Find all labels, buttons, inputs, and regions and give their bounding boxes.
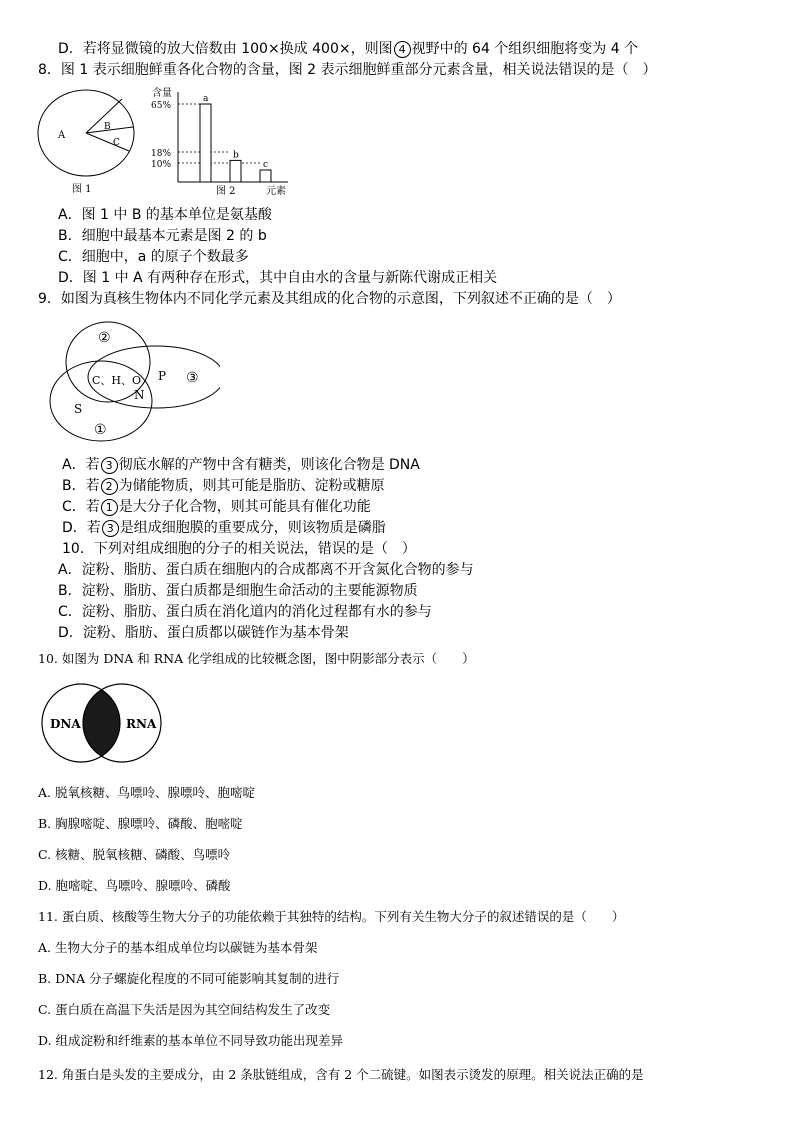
tick-label-65: 65% <box>151 101 172 111</box>
bar-label-c: c <box>263 160 269 170</box>
q10a-option-c: C．淀粉、脂肪、蛋白质在消化道内的消化过程都有水的参与 <box>58 604 432 620</box>
q9-option-b-pre: B．若 <box>62 478 100 494</box>
q9-option-c-text: 是大分子化合物，则其可能具有催化功能 <box>118 499 371 515</box>
q9-option-a <box>62 456 420 474</box>
q11-option-b: B. DNA 分子螺旋化程度的不同可能影响其复制的进行 <box>38 971 340 986</box>
bar-xlabel: 元素 <box>266 186 286 197</box>
q9-option-b-text: 为储能物质，则其可能是脂肪、淀粉或糖原 <box>118 478 385 494</box>
q8-option-d: D．图 1 中 A 有两种存在形式，其中自由水的含量与新陈代谢成正相关 <box>58 270 498 286</box>
venn-label-2: ② <box>98 330 111 346</box>
q9-option-c <box>62 498 371 516</box>
pie-label-a: A <box>58 130 66 141</box>
q10b-dna-rna-venn <box>40 683 164 763</box>
q9-stem: 9．如图为真核生物体内不同化学元素及其组成的化合物的示意图，下列叙述不正确的是（ ） <box>38 291 621 307</box>
q8-option-c: C．细胞中，a 的原子个数最多 <box>58 249 249 265</box>
q10a-option-b: B．淀粉、脂肪、蛋白质都是细胞生命活动的主要能源物质 <box>58 583 418 599</box>
q7-option-d <box>58 40 638 58</box>
circled-number: 3 <box>101 457 118 474</box>
venn-label-n: N <box>134 388 145 402</box>
q11-option-d: D. 组成淀粉和纤维素的基本单位不同导致功能出现差异 <box>38 1033 344 1048</box>
q11-stem: 11. 蛋白质、核酸等生物大分子的功能依赖于其独特的结构。下列有关生物大分子的叙述错误的是（ ） <box>38 909 625 924</box>
venn-label-dna: DNA <box>50 717 81 731</box>
q7-option-d-text-end: 视野中的 64 个组织细胞将变为 4 个 <box>411 41 639 57</box>
bar-b <box>230 160 241 182</box>
venn-label-rna: RNA <box>126 717 157 731</box>
q9-option-d <box>62 519 386 537</box>
q9-option-a-text: 彻底水解的产物中含有糖类，则该化合物是 DNA <box>118 457 420 473</box>
q10b-option-b: B. 胸腺嘧啶、腺嘌呤、磷酸、胞嘧啶 <box>38 816 243 831</box>
circled-number: 2 <box>101 478 118 495</box>
q8-stem: 8．图 1 表示细胞鲜重各化合物的含量，图 2 表示细胞鲜重部分元素含量，相关说法错误的是（ ） <box>38 62 657 78</box>
q10a-option-a: A．淀粉、脂肪、蛋白质在细胞内的合成都离不开含氮化合物的参与 <box>58 562 474 578</box>
bar-label-a: a <box>203 94 209 104</box>
q10b-option-c: C. 核糖、脱氧核糖、磷酸、鸟嘌呤 <box>38 847 231 862</box>
venn-label-3: ③ <box>186 370 199 386</box>
circled-number: 3 <box>102 520 119 537</box>
q10a-stem: 10．下列对组成细胞的分子的相关说法，错误的是（ ） <box>62 541 416 557</box>
pie-caption: 图 1 <box>72 184 92 195</box>
pie-label-c: C <box>113 138 120 148</box>
bar-label-b: b <box>233 150 239 161</box>
tick-label-18: 18% <box>151 149 172 159</box>
q9-option-d-pre: D．若 <box>62 520 101 536</box>
q10b-option-d: D. 胞嘧啶、鸟嘌呤、腺嘌呤、磷酸 <box>38 878 231 893</box>
q7-option-d-text: D．若将显微镜的放大倍数由 100×换成 400×，则图 <box>58 41 393 57</box>
bar-c <box>260 170 271 182</box>
bar-a <box>200 104 211 182</box>
pie-label-b: B <box>104 122 111 132</box>
q9-option-a-pre: A．若 <box>62 457 100 473</box>
q8-option-b: B．细胞中最基本元素是图 2 的 b <box>58 228 267 244</box>
venn-label-1: ① <box>94 422 107 438</box>
q9-option-b <box>62 477 385 495</box>
tick-label-10: 10% <box>151 160 172 170</box>
q9-option-c-pre: C．若 <box>62 499 100 515</box>
q11-option-a: A. 生物大分子的基本组成单位均以碳链为基本骨架 <box>38 940 318 955</box>
venn-label-s: S <box>74 402 83 416</box>
bar-ylabel: 含量 <box>152 88 172 99</box>
q9-venn-diagram <box>44 318 220 444</box>
q8-figure-1-pie <box>36 88 146 198</box>
q8-figure-2-bar-chart <box>148 84 308 200</box>
q10b-option-a: A. 脱氧核糖、鸟嘌呤、腺嘌呤、胞嘧啶 <box>38 785 255 800</box>
q8-option-a: A．图 1 中 B 的基本单位是氨基酸 <box>58 207 272 223</box>
venn-center-elements: C、H、O <box>92 374 142 387</box>
circled-number: 4 <box>394 41 411 58</box>
venn-label-p: P <box>158 369 167 383</box>
q12-stem: 12. 角蛋白是头发的主要成分，由 2 条肽链组成，含有 2 个二硫键。如图表示烫发的原理。相关说法正确的是 <box>38 1067 644 1082</box>
q11-option-c: C. 蛋白质在高温下失活是因为其空间结构发生了改变 <box>38 1002 331 1017</box>
circled-number: 1 <box>101 499 118 516</box>
q10b-stem: 10. 如图为 DNA 和 RNA 化学组成的比较概念图，图中阴影部分表示（ ） <box>38 651 475 666</box>
q9-option-d-text: 是组成细胞膜的重要成分，则该物质是磷脂 <box>119 520 386 536</box>
q10a-option-d: D．淀粉、脂肪、蛋白质都以碳链作为基本骨架 <box>58 625 349 641</box>
bar-caption: 图 2 <box>216 186 236 197</box>
